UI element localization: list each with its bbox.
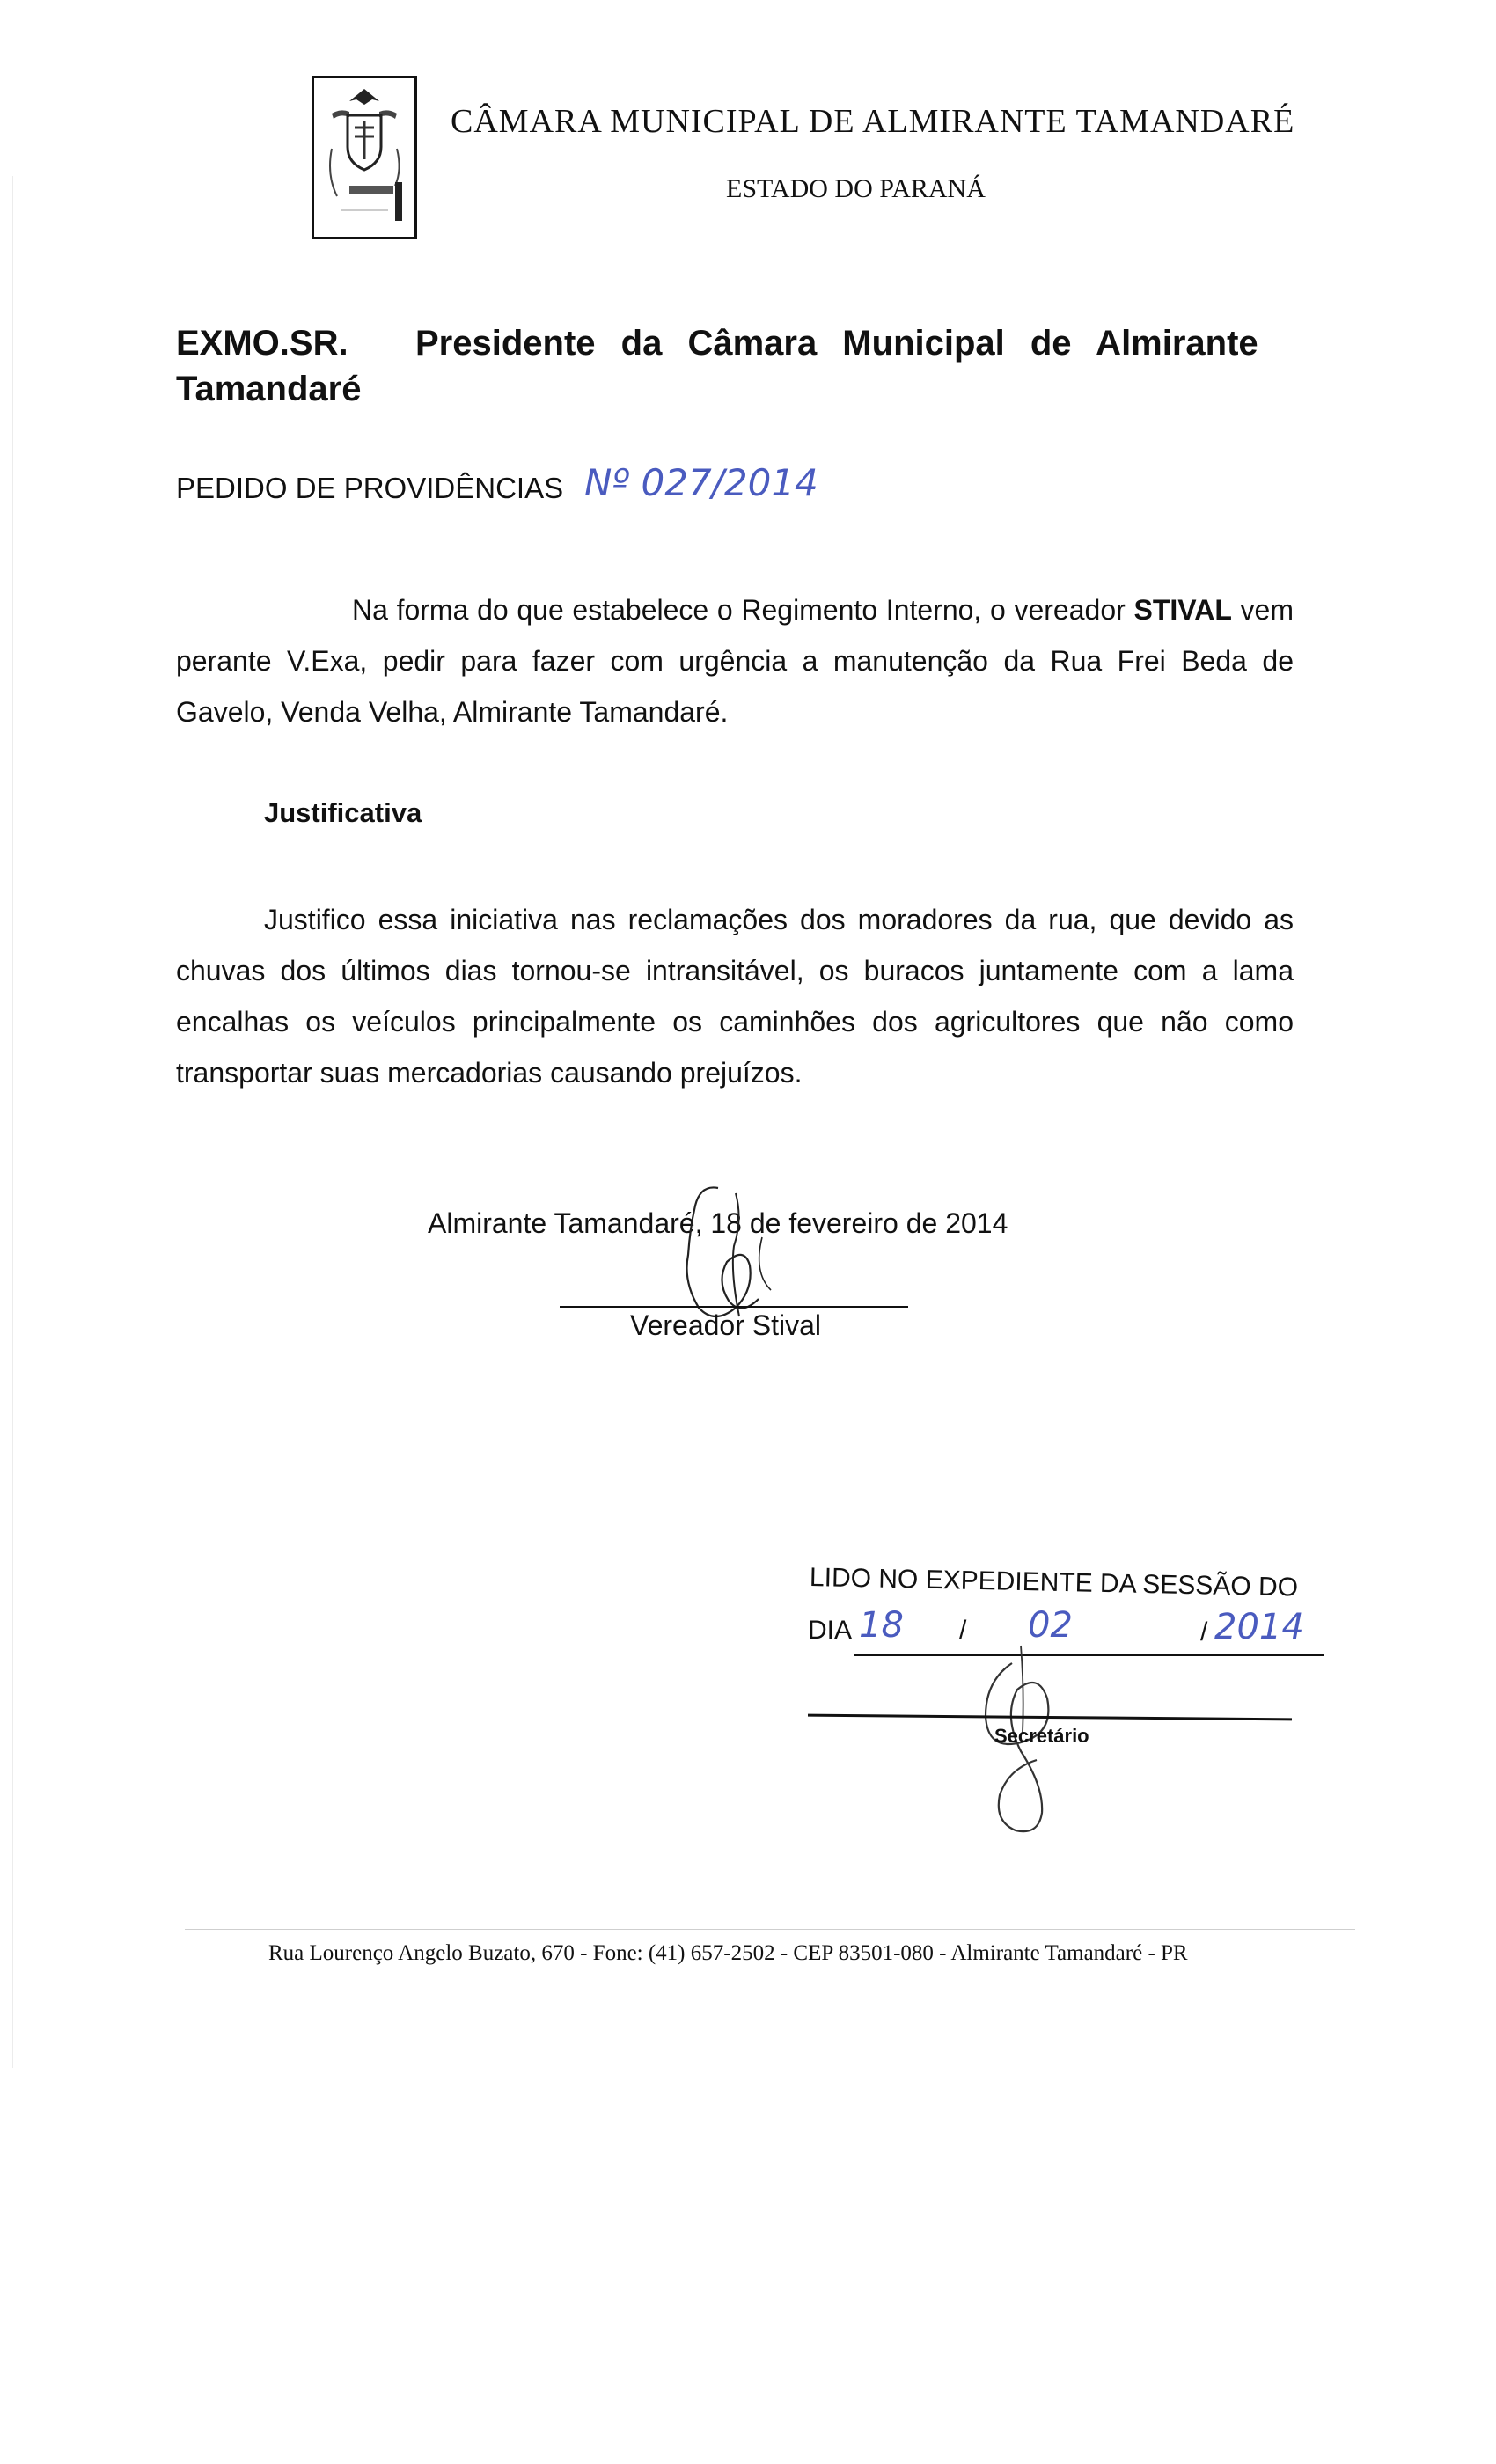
stamp-day: 18 bbox=[859, 1605, 904, 1646]
stamp-year: 2014 bbox=[1214, 1607, 1304, 1647]
stamp-day-label: DIA bbox=[808, 1616, 853, 1645]
crest-frame bbox=[312, 76, 417, 239]
paragraph-request bbox=[176, 584, 1294, 737]
stamp-slash: / bbox=[1200, 1617, 1208, 1646]
recipient-cont: Tamandaré bbox=[176, 370, 362, 408]
footer-address: Rua Lourenço Angelo Buzato, 670 - Fone: (41) 657-2502 - CEP 83501-080 - Almirante Tamandaré - PR bbox=[268, 1941, 1188, 1965]
state-title: ESTADO DO PARANÁ bbox=[726, 174, 986, 203]
request-number: Nº 027/2014 bbox=[584, 461, 818, 504]
stamp-text: LIDO NO EXPEDIENTE DA SESSÃO DO bbox=[809, 1563, 1299, 1602]
scan-edge bbox=[12, 176, 13, 2068]
salutation: EXMO.SR. bbox=[176, 324, 348, 363]
request-label: PEDIDO DE PROVIDÊNCIAS bbox=[176, 472, 564, 504]
stamp-month: 02 bbox=[1028, 1605, 1073, 1646]
municipal-crest-icon bbox=[314, 78, 414, 237]
footer-divider bbox=[185, 1929, 1355, 1930]
signer-name: Vereador Stival bbox=[630, 1309, 822, 1341]
justification-heading: Justificativa bbox=[264, 797, 422, 828]
stamp-slash: / bbox=[959, 1616, 967, 1645]
paragraph-request-after: vem perante V.Exa, pedir para fazer com urgência a manutenção da Rua Frei Beda de Gavelo, Venda Velha, Almirante Tamandaré. bbox=[176, 594, 1294, 728]
paragraph-request-before: Na forma do que estabelece o Regimento Interno, o vereador bbox=[352, 594, 1134, 626]
secretary-label: Secretário bbox=[994, 1725, 1089, 1747]
councilman-name: STIVAL bbox=[1133, 594, 1232, 626]
signature-rule bbox=[560, 1306, 908, 1308]
chamber-title: CÂMARA MUNICIPAL DE ALMIRANTE TAMANDARÉ bbox=[451, 103, 1295, 140]
date-line: Almirante Tamandaré, 18 de fevereiro de 2014 bbox=[428, 1207, 1008, 1239]
recipient: Presidente da Câmara Municipal de Almirante bbox=[415, 324, 1258, 363]
paragraph-justification: Justifico essa iniciativa nas reclamações dos moradores da rua, que devido as chuvas dos últimos dias tornou-se intransitável, os buracos juntamente com a lama encalhas os veículos principalmente os caminhões dos agricultores que não como transportar suas mercadorias causando prejuízos. bbox=[176, 904, 1294, 1089]
